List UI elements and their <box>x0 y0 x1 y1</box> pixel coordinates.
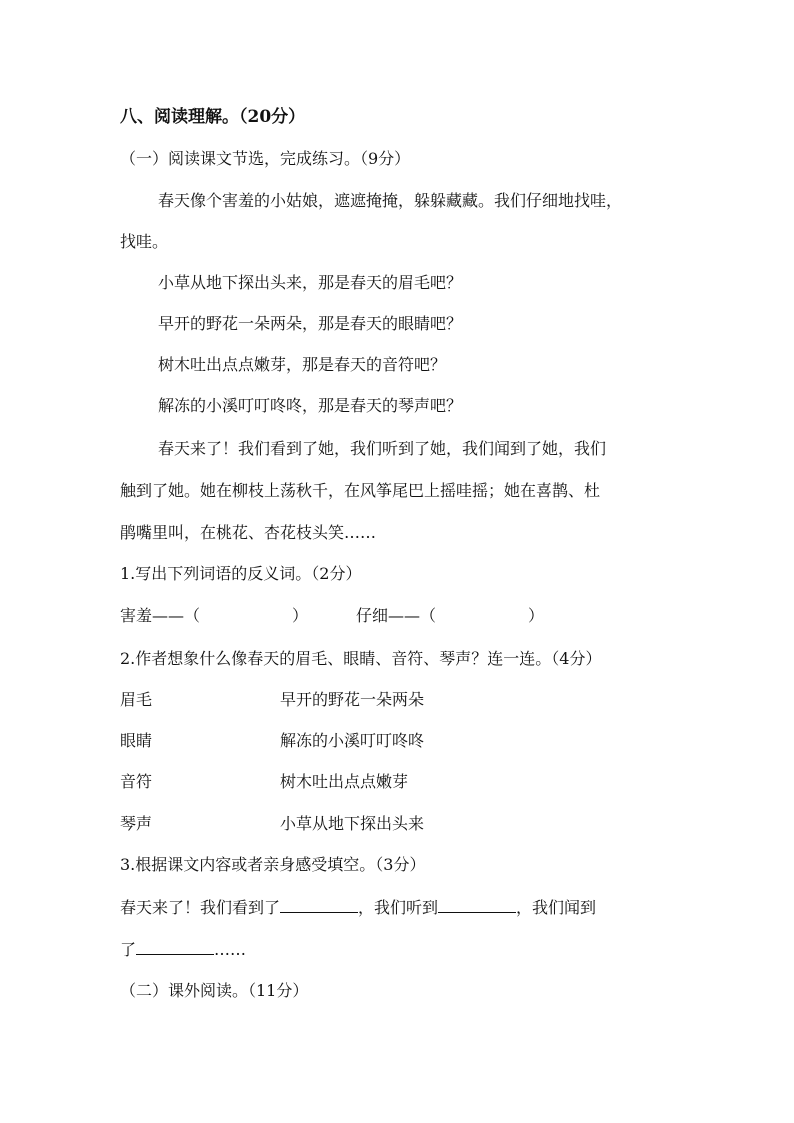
fill-blank-3[interactable] <box>136 939 214 955</box>
question-2-title: 2.作者想象什么像春天的眉毛、眼睛、音符、琴声？连一连。（4分） <box>120 649 602 668</box>
question-3-fill-line-2 <box>120 939 680 960</box>
part2-title: （二）课外阅读。（11分） <box>120 981 309 1000</box>
fill-text-2: ，我们听到 <box>358 898 439 917</box>
fill-text-1: 春天来了！我们看到了 <box>120 898 281 917</box>
question-1-answers <box>120 606 680 626</box>
antonym-close-1: ） <box>292 606 309 625</box>
passage-paragraph-1-line-1: 春天像个害羞的小姑娘，遮遮掩掩，躲躲藏藏。我们仔细地找哇， <box>158 191 623 210</box>
antonym-close-2: ） <box>528 606 545 625</box>
section-title: 八、阅读理解。（20分） <box>120 107 306 127</box>
match-right-item[interactable]: 小草从地下探出头来 <box>280 814 425 833</box>
part1-title: （一）阅读课文节选，完成练习。（9分） <box>120 149 411 168</box>
antonym-word-2: 仔细——（ <box>356 606 437 625</box>
passage-paragraph-4: 树木吐出点点嫩芽，那是春天的音符吧？ <box>158 355 447 374</box>
match-left-item[interactable]: 琴声 <box>120 814 153 833</box>
question-3-title: 3.根据课文内容或者亲身感受填空。（3分） <box>120 855 426 874</box>
match-right-item[interactable]: 树木吐出点点嫩芽 <box>280 772 409 791</box>
passage-paragraph-6-line-3: 鹃嘴里叫，在桃花、杏花枝头笑…… <box>120 523 377 542</box>
fill-text-5: …… <box>214 940 247 959</box>
match-left-item[interactable]: 眉毛 <box>120 690 153 709</box>
match-right-item[interactable]: 解冻的小溪叮叮咚咚 <box>280 731 425 750</box>
passage-paragraph-5: 解冻的小溪叮叮咚咚，那是春天的琴声吧？ <box>158 396 463 415</box>
passage-paragraph-6-line-2: 触到了她。她在柳枝上荡秋千，在风筝尾巴上摇哇摇；她在喜鹊、杜 <box>120 481 601 500</box>
passage-paragraph-1-line-2: 找哇。 <box>120 232 169 251</box>
fill-text-4: 了 <box>120 940 137 959</box>
antonym-word-1: 害羞——（ <box>120 606 201 625</box>
match-left-item[interactable]: 眼睛 <box>120 731 153 750</box>
passage-paragraph-2: 小草从地下探出头来，那是春天的眉毛吧？ <box>158 273 463 292</box>
passage-paragraph-3: 早开的野花一朵两朵，那是春天的眼睛吧？ <box>158 314 463 333</box>
question-3-fill-line-1 <box>120 897 680 918</box>
fill-text-3: ，我们闻到 <box>516 898 597 917</box>
passage-paragraph-6-line-1: 春天来了！我们看到了她，我们听到了她，我们闻到了她，我们 <box>158 439 607 458</box>
fill-blank-2[interactable] <box>438 897 516 913</box>
fill-blank-1[interactable] <box>280 897 358 913</box>
question-1-title: 1.写出下列词语的反义词。（2分） <box>120 564 362 583</box>
match-right-item[interactable]: 早开的野花一朵两朵 <box>280 690 425 709</box>
match-left-item[interactable]: 音符 <box>120 772 153 791</box>
